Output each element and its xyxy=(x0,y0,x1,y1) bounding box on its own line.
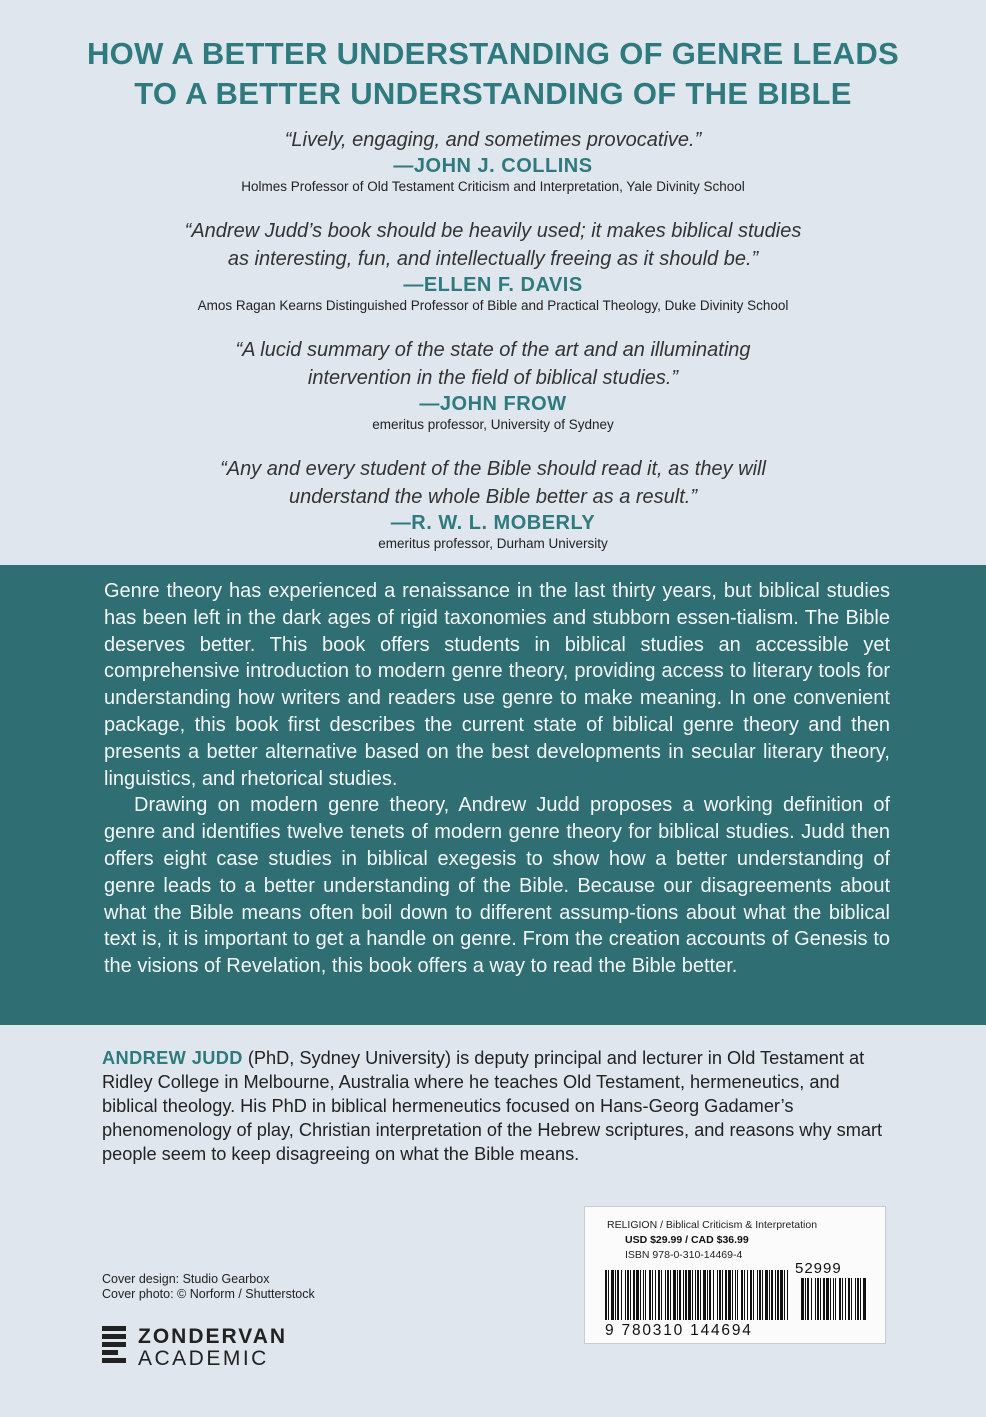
endorser-title: emeritus professor, University of Sydney xyxy=(372,417,614,432)
endorsements xyxy=(0,126,986,574)
headline xyxy=(0,34,986,114)
endorsement-quote: “Lively, engaging, and sometimes provocative.” xyxy=(284,129,702,151)
barcode-icon xyxy=(603,1270,869,1322)
description-band xyxy=(0,565,986,1025)
cover-credits xyxy=(102,1272,315,1302)
endorser-title: Holmes Professor of Old Testament Criticism and Interpretation, Yale Divinity School xyxy=(241,179,745,194)
publisher-imprint: ACADEMIC xyxy=(138,1347,269,1370)
publisher-name: ZONDERVAN xyxy=(138,1325,288,1348)
endorsement-davis xyxy=(0,217,986,315)
endorser-name: —JOHN J. COLLINS xyxy=(393,155,593,177)
barcode-sticker xyxy=(584,1206,886,1344)
zondervan-mark-icon xyxy=(102,1326,126,1364)
bisac-category: RELIGION / Biblical Criticism & Interpretation xyxy=(607,1219,818,1231)
price: USD $29.99 / CAD $36.99 xyxy=(625,1234,749,1246)
author-name: ANDREW JUDD xyxy=(102,1048,243,1068)
author-bio-text: (PhD, Sydney University) is deputy principal and lecturer in Old Testament at Ridley College in Melbourne, Australia where he teaches Old Testament, hermeneutics, and biblical theology. His PhD in biblical hermeneutics focused on Hans-Georg Gadamer’s phenomenology of play, Christian interpretation of the Hebrew scriptures, and reasons why smart people seem to keep disagreeing on what the Bible means. xyxy=(102,1048,883,1164)
endorsement-quote: “Andrew Judd’s book should be heavily used; it makes biblical studies as interesting, fun, and intellectually freeing as it should be.” xyxy=(184,220,802,270)
endorser-title: emeritus professor, Durham University xyxy=(378,536,608,551)
endorsement-collins xyxy=(0,126,986,196)
endorsement-frow xyxy=(0,336,986,434)
endorser-title: Amos Ragan Kearns Distinguished Professor of Bible and Practical Theology, Duke Divinity School xyxy=(197,298,789,313)
endorser-name: —ELLEN F. DAVIS xyxy=(403,274,583,296)
isbn: ISBN 978-0-310-14469-4 xyxy=(625,1249,743,1261)
barcode-number: 9 780310 144694 xyxy=(605,1322,753,1339)
description-paragraph-2: Drawing on modern genre theory, Andrew Judd proposes a working definition of genre and identifies twelve tenets of modern genre theory for biblical studies. Judd then offers eight case studies in biblical exegesis to show how a better understanding of genre leads to a better understanding of the Bible. Because our disagreements about what the Bible means often boil down to different assump-tions about what the biblical text is, it is important to get a handle on genre. From the creation accounts of Genesis to the visions of Revelation, this book offers a way to read the Bible better. xyxy=(104,794,890,978)
headline-line-2: TO A BETTER UNDERSTANDING OF THE BIBLE xyxy=(134,76,852,111)
headline-line-1: HOW A BETTER UNDERSTANDING OF GENRE LEADS xyxy=(87,36,899,71)
endorsement-quote: “Any and every student of the Bible should read it, as they will understand the whole Bible better as a result.” xyxy=(220,458,766,508)
endorsement-moberly xyxy=(0,455,986,553)
publisher-logo xyxy=(102,1324,362,1372)
cover-design-credit: Cover design: Studio Gearbox xyxy=(102,1272,270,1286)
price-addon-code: 52999 xyxy=(795,1260,842,1277)
endorser-name: —JOHN FROW xyxy=(419,393,567,415)
endorser-name: —R. W. L. MOBERLY xyxy=(390,512,596,534)
cover-photo-credit: Cover photo: © Norform / Shutterstock xyxy=(102,1287,315,1301)
endorsement-quote: “A lucid summary of the state of the art and an illuminating intervention in the field of biblical studies.” xyxy=(235,339,751,389)
author-bio xyxy=(102,1046,896,1166)
description-paragraph-1: Genre theory has experienced a renaissance in the last thirty years, but biblical studies has been left in the dark ages of rigid taxonomies and stubborn essen-tialism. The Bible deserves better. This book offers students in biblical studies an accessible yet comprehensive introduction to modern genre theory, providing access to literary tools for understanding how writers and readers use genre to make meaning. In one convenient package, this book first describes the current state of biblical genre theory and then presents a better alternative based on the best developments in secular literary theory, linguistics, and rhetorical studies. xyxy=(104,580,890,790)
